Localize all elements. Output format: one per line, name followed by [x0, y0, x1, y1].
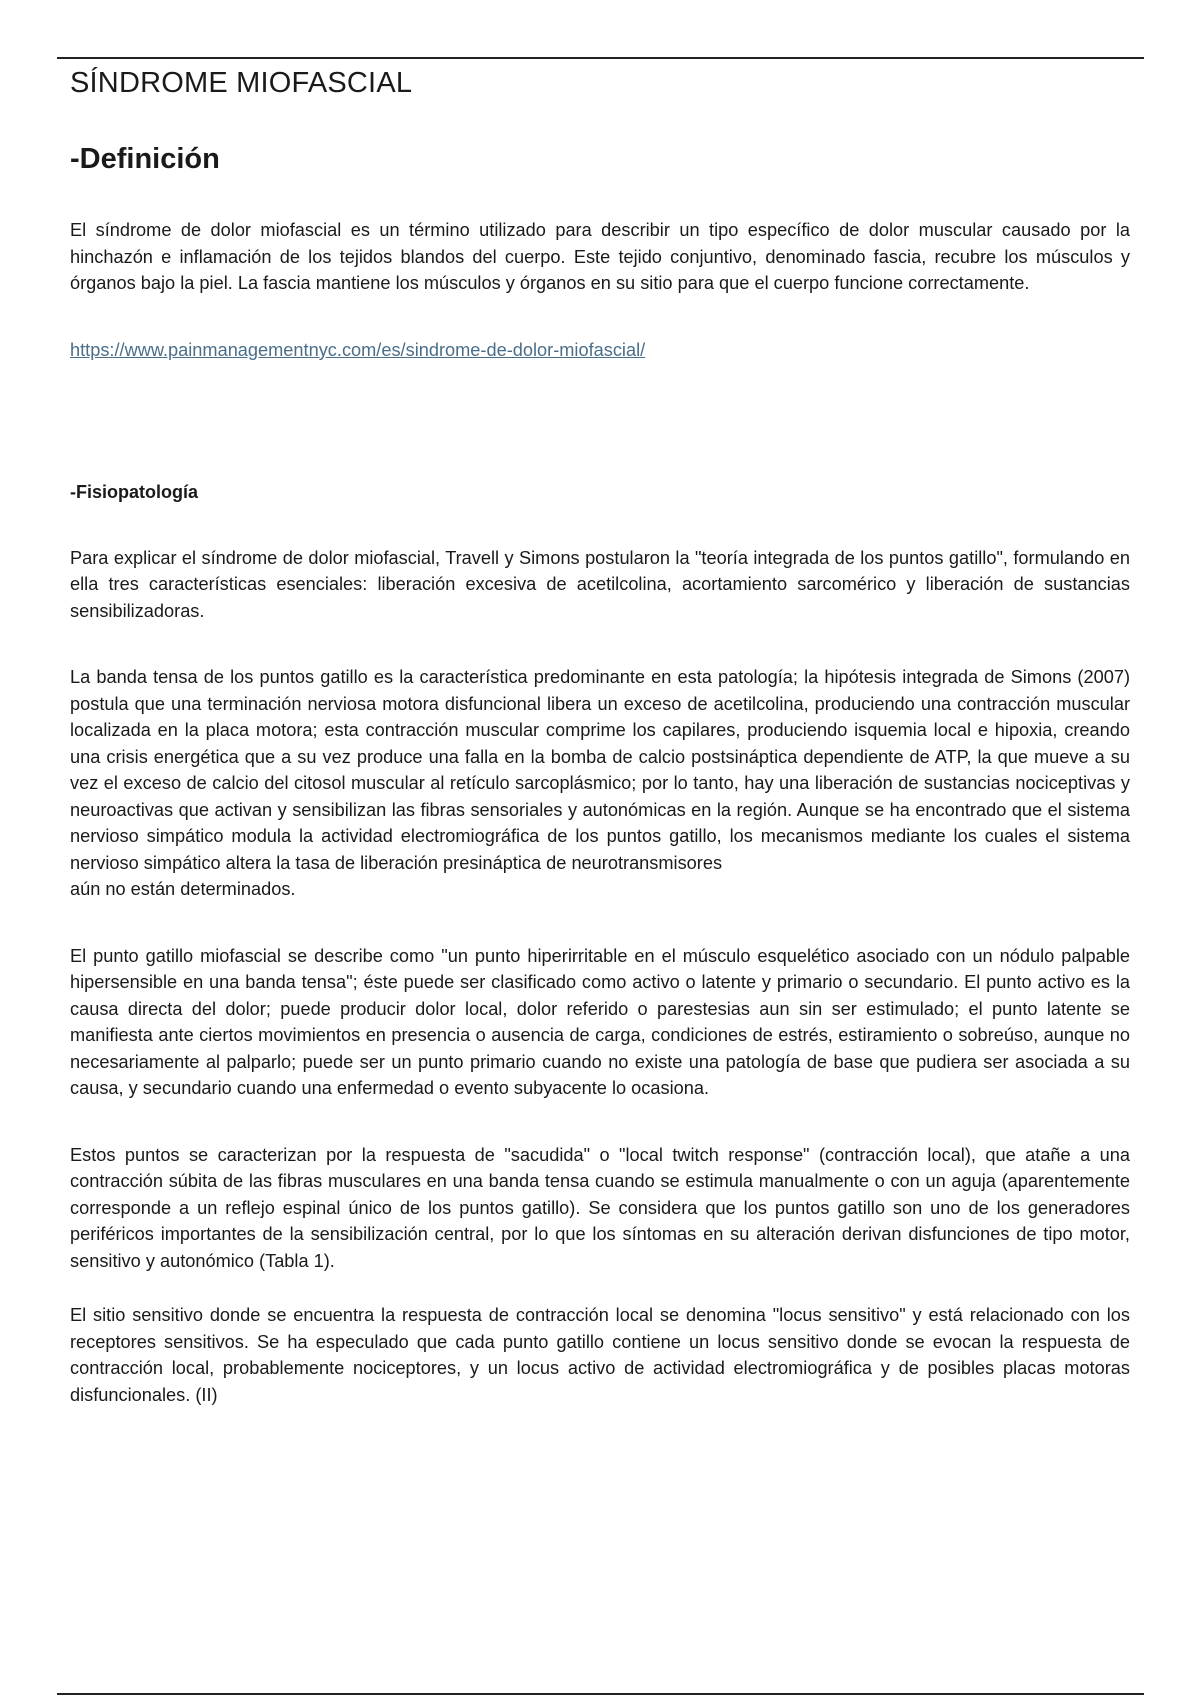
- top-rule: [57, 57, 1144, 59]
- physiopathology-paragraph-4: Estos puntos se caracterizan por la respuesta de "sacudida" o "local twitch response" (contracción local), que atañe a una contracción súbita de las fibras musculares en una banda tensa cuando se estimula manualmente o con un aguja (aparentemente corresponde a un reflejo espinal único de los puntos gatillo). Se considera que los puntos gatillo son uno de los generadores periféricos importantes de la sensibilización central, por lo que los síntomas en su alteración derivan disfunciones de tipo motor, sensitivo y autonómico (Tabla 1).: [70, 1144, 1130, 1271]
- physiopathology-paragraph-1: Para explicar el síndrome de dolor miofascial, Travell y Simons postularon la "teoría integrada de los puntos gatillo", formulando en ella tres características esenciales: liberación excesiva de acetilcolina, acortamiento sarcomérico y liberación de sustancias sensibilizadoras.: [70, 547, 1130, 621]
- document-body: [70, 63, 1130, 1408]
- bottom-rule: [57, 1693, 1144, 1695]
- physiopathology-heading: -Fisiopatología: [70, 481, 198, 502]
- physiopathology-paragraph-5: El sitio sensitivo donde se encuentra la respuesta de contracción local se denomina "locus sensitivo" y está relacionado con los receptores sensitivos. Se ha especulado que cada punto gatillo contiene un locus sensitivo donde se evocan la respuesta de contracción local, probablemente nociceptores, y un locus activo de actividad electromiográfica y de posibles placas motoras disfuncionales. (II): [70, 1305, 1130, 1405]
- definition-paragraph: El síndrome de dolor miofascial es un término utilizado para describir un tipo específico de dolor muscular causado por la hinchazón e inflamación de los tejidos blandos del cuerpo. Este tejido conjuntivo, denominado fascia, recubre los músculos y órganos bajo la piel. La fascia mantiene los músculos y órganos en su sitio para que el cuerpo funcione correctamente.: [70, 220, 1130, 293]
- physiopathology-paragraph-2: La banda tensa de los puntos gatillo es la característica predominante en esta patología; la hipótesis integrada de Simons (2007) postula que una terminación nerviosa motora disfuncional libera un exceso de acetilcolina, produciendo una contracción muscular localizada en la placa motora; esta contracción muscular comprime los capilares, produciendo isquemia local e hipoxia, creando una crisis energética que a su vez produce una falla en la bomba de calcio postsináptica dependiente de ATP, la que mueve a su vez el exceso de calcio del citosol muscular al retículo sarcoplásmico; por lo tanto, hay una liberación de sustancias nociceptivas y neuroactivas que activan y sensibilizan las fibras sensoriales y autonómicas en la región. Aunque se ha encontrado que el sistema nervioso simpático modula la actividad electromiográfica de los puntos gatillo, los mecanismos mediante los cuales el sistema nervioso simpático altera la tasa de liberación presináptica de neurotransmisores: [70, 667, 1130, 873]
- physiopathology-paragraph-2-continuation: aún no están determinados.: [70, 879, 296, 899]
- physiopathology-paragraph-3: El punto gatillo miofascial se describe como "un punto hiperirritable en el músculo esquelético asociado con un nódulo palpable hipersensible en una banda tensa"; éste puede ser clasificado como activo o latente y primario o secundario. El punto activo es la causa directa del dolor; puede producir dolor local, dolor referido o parestesias aun sin ser estimulado; el punto latente se manifiesta ante ciertos movimientos en presencia o ausencia de carga, condiciones de estrés, estiramiento o sobreúso, aunque no necesariamente al palparlo; puede ser un punto primario cuando no existe una patología de base que pudiera ser asociada a su causa, y secundario cuando una enfermedad o evento subyacente lo ocasiona.: [70, 945, 1130, 1098]
- source-link[interactable]: https://www.painmanagementnyc.com/es/sindrome-de-dolor-miofascial/: [70, 339, 646, 360]
- definition-heading: -Definición: [70, 143, 220, 175]
- document-title: SÍNDROME MIOFASCIAL: [70, 67, 413, 99]
